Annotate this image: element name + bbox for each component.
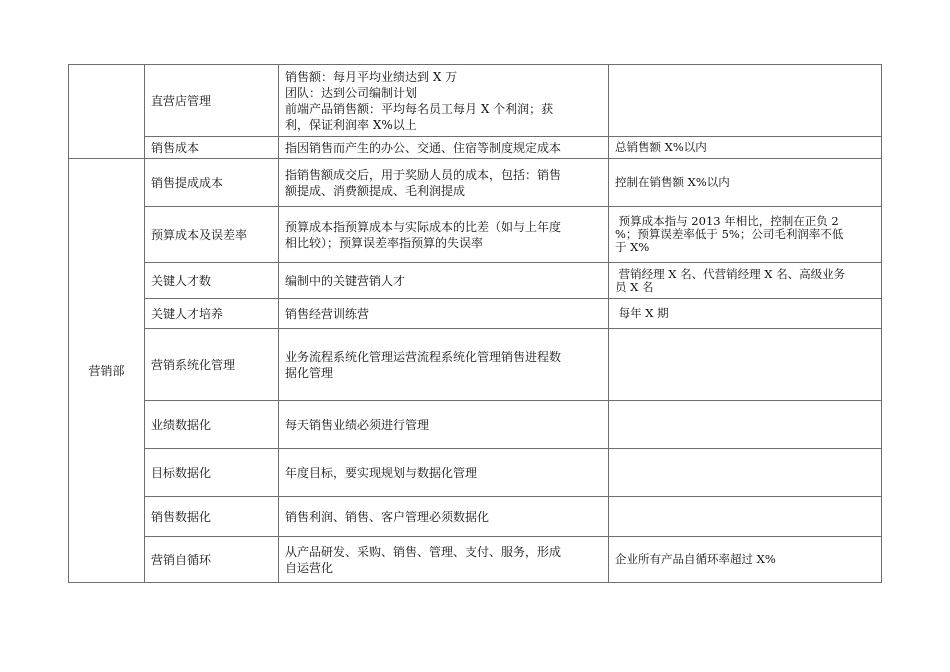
item-cell: 目标数据化 (145, 449, 279, 497)
content-line: 预算成本指预算成本与实际成本的比差（如与上年度 (285, 219, 562, 234)
target-cell (609, 449, 882, 497)
content-line: 据化管理 (285, 365, 334, 380)
target-line: 总销售额 X%以内 (615, 140, 707, 154)
item-cell: 销售提成成本 (145, 159, 279, 207)
table-row (69, 497, 882, 537)
target-cell (609, 299, 882, 329)
target-line: 每年 X 期 (615, 306, 669, 320)
target-cell (609, 207, 882, 263)
content-cell (279, 299, 609, 329)
content-line: 团队：达到公司编制计划 (285, 85, 418, 100)
item-cell: 销售数据化 (145, 497, 279, 537)
table-row (69, 449, 882, 497)
target-cell (609, 159, 882, 207)
target-cell (609, 497, 882, 537)
target-cell (609, 401, 882, 449)
target-cell (609, 137, 882, 159)
department-cell (69, 65, 145, 159)
content-line: 销售利润、销售、客户管理必须数据化 (285, 509, 490, 524)
table-row (69, 207, 882, 263)
target-line: 营销经理 X 名、代营销经理 X 名、高级业务 (615, 266, 846, 281)
table-row (69, 329, 882, 401)
target-cell (609, 65, 882, 137)
content-line: 利，保证利润率 X%以上 (285, 117, 417, 132)
content-line: 额提成、消费额提成、毛利润提成 (285, 183, 466, 198)
table-body (69, 65, 882, 583)
content-cell (279, 65, 609, 137)
table-row (69, 65, 882, 137)
item-cell: 预算成本及误差率 (145, 207, 279, 263)
table-row (69, 299, 882, 329)
content-line: 业务流程系统化管理运营流程系统化管理销售进程数 (285, 349, 562, 364)
content-line: 销售额：每月平均业绩达到 X 万 (285, 69, 458, 84)
content-line: 指销售额成交后，用于奖励人员的成本，包括：销售 (285, 167, 562, 182)
content-cell (279, 263, 609, 299)
target-cell (609, 263, 882, 299)
department-cell: 营销部 (69, 159, 145, 583)
content-line: 每天销售业绩必须进行管理 (285, 417, 430, 432)
content-line: 销售经营训练营 (285, 306, 370, 321)
item-cell: 营销系统化管理 (145, 329, 279, 401)
content-line: 指因销售而产生的办公、交通、住宿等制度规定成本 (285, 140, 562, 155)
content-line: 自运营化 (285, 560, 334, 575)
content-line: 年度目标，要实现规划与数据化管理 (285, 465, 478, 480)
target-line: 预算成本指与 2013 年相比，控制在正负 2 (615, 214, 839, 228)
target-line: 于 X% (615, 240, 650, 254)
target-cell (609, 537, 882, 583)
content-line: 编制中的关键营销人才 (285, 273, 406, 288)
item-cell: 直营店管理 (145, 65, 279, 137)
target-line: 控制在销售额 X%以内 (615, 175, 730, 189)
table-row (69, 137, 882, 159)
target-line: 员 X 名 (615, 279, 654, 294)
target-cell (609, 329, 882, 401)
content-cell (279, 159, 609, 207)
content-cell (279, 449, 609, 497)
table-row (69, 537, 882, 583)
indicator-table (68, 64, 882, 583)
table-row (69, 159, 882, 207)
table-row (69, 263, 882, 299)
content-cell (279, 537, 609, 583)
content-line: 相比较）；预算误差率指预算的失误率 (285, 235, 484, 250)
target-line: 企业所有产品自循环率超过 X% (615, 552, 776, 566)
item-cell: 营销自循环 (145, 537, 279, 583)
content-line: 从产品研发、采购、销售、管理、支付、服务，形成 (285, 544, 562, 559)
item-cell: 业绩数据化 (145, 401, 279, 449)
content-cell (279, 207, 609, 263)
item-cell: 关键人才数 (145, 263, 279, 299)
content-cell (279, 137, 609, 159)
item-cell: 销售成本 (145, 137, 279, 159)
content-cell (279, 497, 609, 537)
content-cell (279, 329, 609, 401)
item-cell: 关键人才培养 (145, 299, 279, 329)
content-line: 前端产品销售额：平均每名员工每月 X 个利润；获 (285, 101, 554, 116)
content-cell (279, 401, 609, 449)
target-line: %；预算误差率低于 5%；公司毛利润率不低 (615, 227, 844, 241)
table-row (69, 401, 882, 449)
